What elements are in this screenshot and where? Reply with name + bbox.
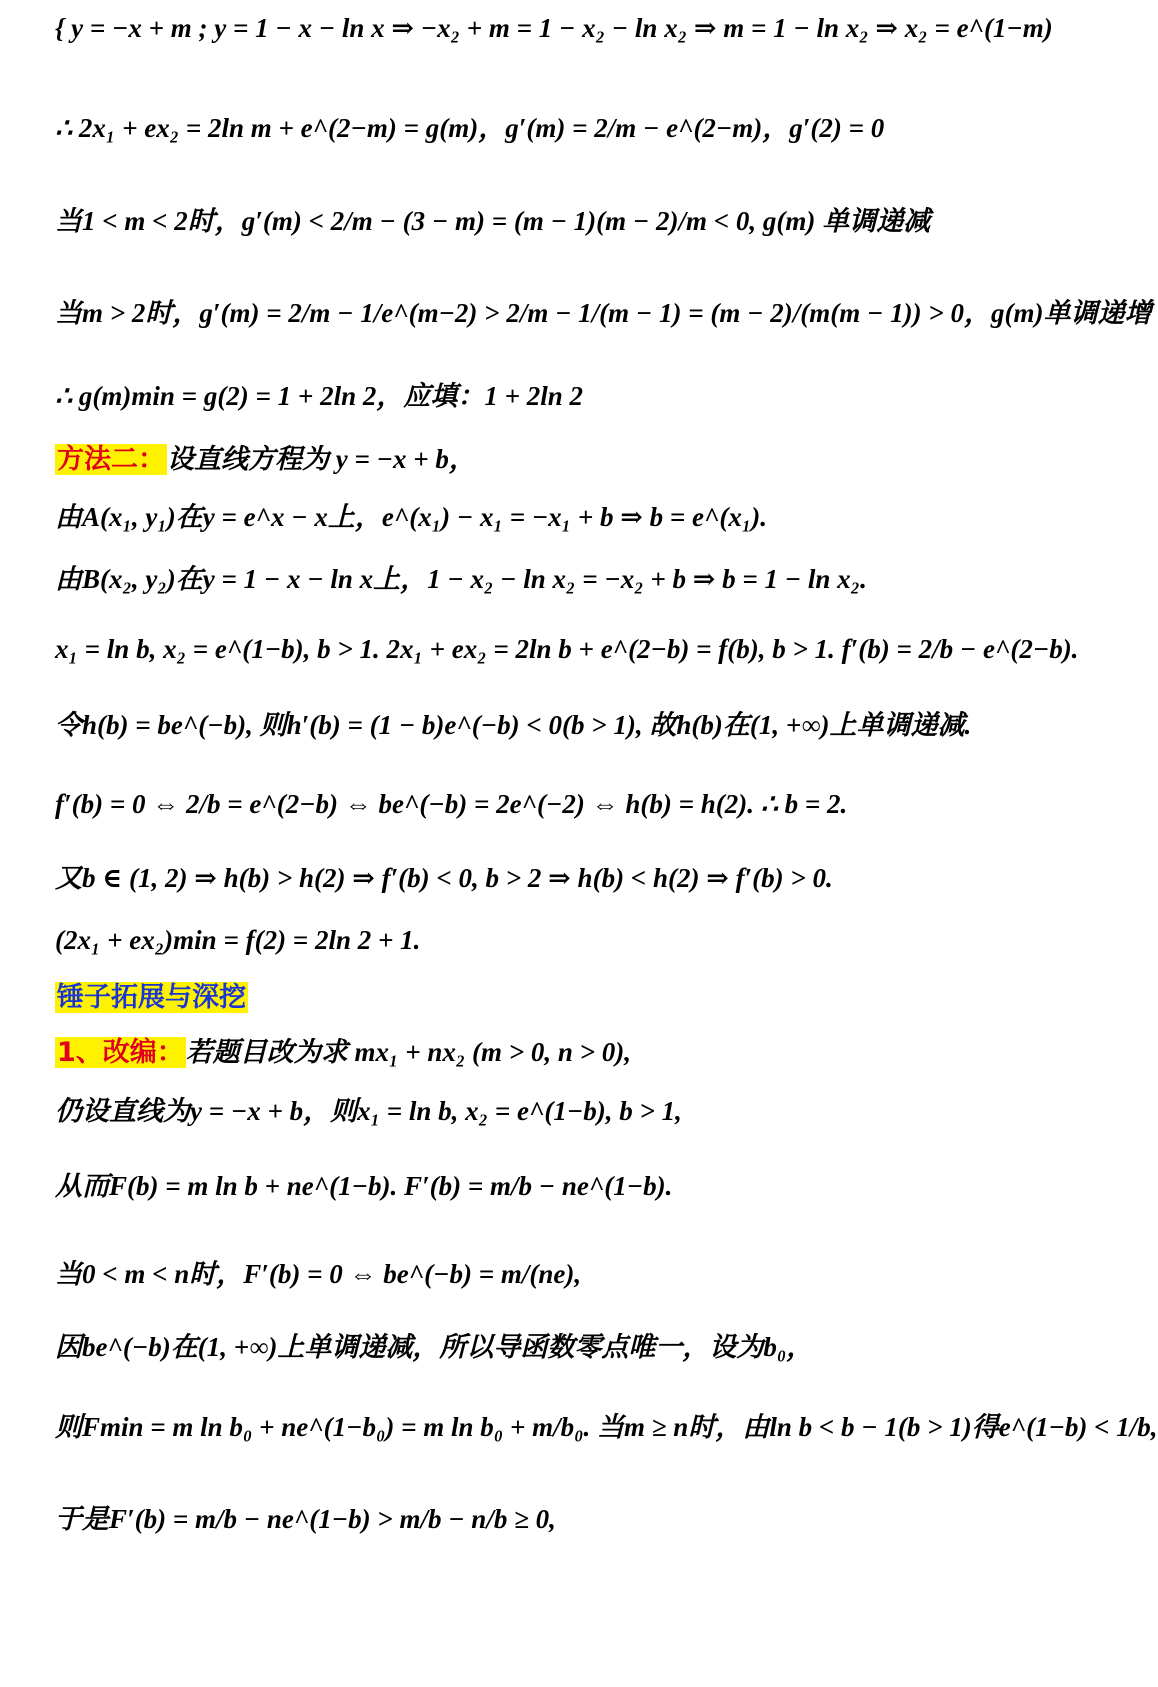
text-line-13: 仍设直线为y = −x + b，则x₁ = ln b, x₂ = e^(1−b), b > 1, [55,1096,682,1126]
text-line-4: 当m > 2时，g′(m) = 2/m − 1/e^(m−2) > 2/m − 1/(m − 1) = (m − 2)/(m(m − 1)) > 0，g(m)单调递增 [55,298,1152,328]
adapt-line [55,1036,1040,1069]
text-line-7: 由B(x₂, y₂)在y = 1 − x − ln x上，1 − x₂ − ln x₂ = −x₂ + b ⇒ b = 1 − ln x₂. [55,564,867,594]
extension-line [55,982,1040,1014]
text-line-3: 当1 < m < 2时，g′(m) < 2/m − (3 − m) = (m − 1)(m − 2)/m < 0, g(m) 单调递减 [55,206,931,236]
text-line-16: 因be^(−b)在(1, +∞)上单调递减，所以导函数零点唯一，设为b₀， [55,1332,814,1362]
text-line-6: 由A(x₁, y₁)在y = e^x − x上，e^(x₁) − x₁ = −x₁ + b ⇒ b = e^(x₁). [55,502,768,532]
method2-heading: 方法二： [57,444,165,475]
text-line-2: ∴ 2x₁ + ex₂ = 2ln m + e^(2−m) = g(m)，g′(m) = 2/m − e^(2−m)，g′(2) = 0 [55,113,885,143]
text-line-9: 令h(b) = be^(−b), 则h′(b) = (1 − b)e^(−b) < 0(b > 1), 故h(b)在(1, +∞)上单调递减. [55,710,972,740]
text-line-18: 于是F′(b) = m/b − ne^(1−b) > m/b − n/b ≥ 0, [55,1504,556,1534]
text-line-10: f′(b) = 0 ⇔ 2/b = e^(2−b) ⇔ be^(−b) = 2e^(−2) ⇔ h(b) = h(2). ∴ b = 2. [55,789,848,819]
method2-line [55,443,1040,476]
text-line-1: { y = −x + m ; y = 1 − x − ln x ⇒ −x₂ + m = 1 − x₂ − ln x₂ ⇒ m = 1 − ln x₂ ⇒ x₂ = e^(1−m) [55,13,1053,43]
text-line-14: 从而F(b) = m ln b + ne^(1−b). F′(b) = m/b − ne^(1−b). [55,1171,673,1201]
adapt-heading: 1、改编： [57,1037,184,1068]
text-line-15: 当0 < m < n时，F′(b) = 0 ⇔ be^(−b) = m/(ne), [55,1259,582,1289]
text-line-11: 又b ∈ (1, 2) ⇒ h(b) > h(2) ⇒ f′(b) < 0, b > 2 ⇒ h(b) < h(2) ⇒ f′(b) > 0. [55,863,833,893]
text-line-5: ∴ g(m)min = g(2) = 1 + 2ln 2，应填：1 + 2ln 2 [55,381,583,411]
adapt-text: 若题目改为求 mx₁ + nx₂ (m > 0, n > 0), [185,1037,632,1067]
text-line-12: (2x₁ + ex₂)min = f(2) = 2ln 2 + 1. [55,925,421,955]
text-line-8: x₁ = ln b, x₂ = e^(1−b), b > 1. 2x₁ + ex₂ = 2ln b + e^(2−b) = f(b), b > 1. f′(b) = 2/b − e^(2−b). [55,634,1079,664]
text-line-17: 则Fmin = m ln b₀ + ne^(1−b₀) = m ln b₀ + m/b₀. 当m ≥ n时，由ln b < b − 1(b > 1)得e^(1−b) < 1/b, [55,1412,1158,1442]
method2-text: 设直线方程为 y = −x + b， [167,444,476,474]
extension-heading: 锤子拓展与深挖 [57,982,246,1013]
